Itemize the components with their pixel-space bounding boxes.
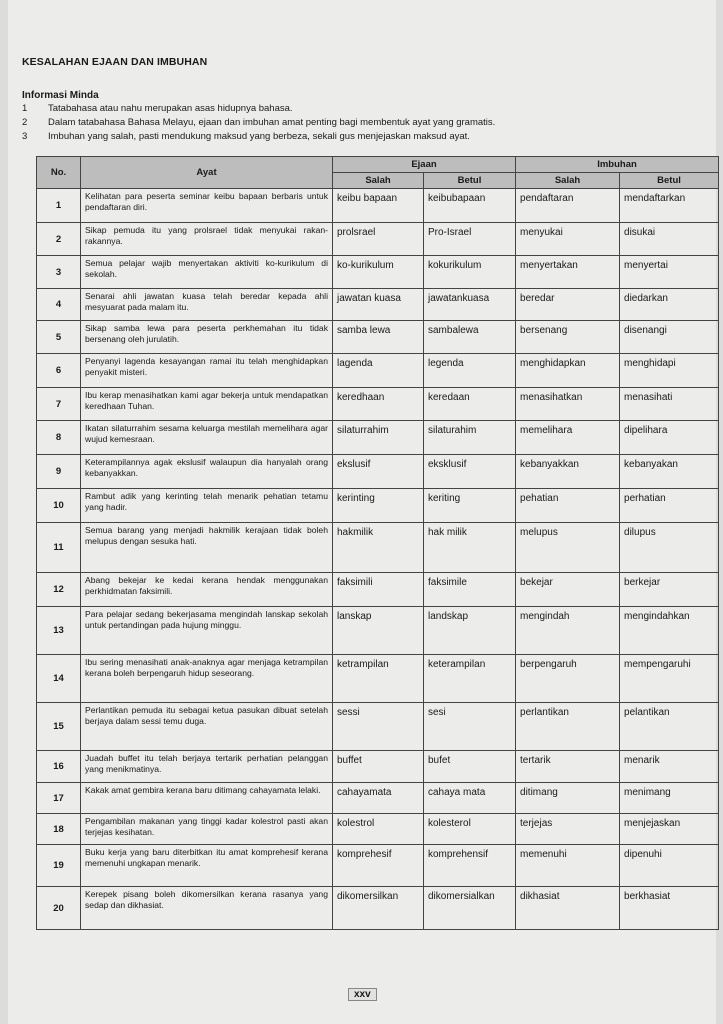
- imbuhan-salah-cell: melupus: [516, 523, 620, 573]
- imbuhan-betul-cell: menjejaskan: [620, 814, 719, 845]
- row-number: 2: [37, 223, 81, 256]
- imbuhan-betul-cell: menyertai: [620, 256, 719, 289]
- table-row: [37, 388, 719, 421]
- imbuhan-betul-cell: dilupus: [620, 523, 719, 573]
- imbuhan-salah-cell: memelihara: [516, 421, 620, 455]
- row-number: 11: [37, 523, 81, 573]
- table-row: [37, 489, 719, 523]
- info-item: [22, 102, 702, 116]
- imbuhan-salah-cell: berpengaruh: [516, 655, 620, 703]
- imbuhan-betul-cell: perhatian: [620, 489, 719, 523]
- sentence-cell: Ikatan silaturrahim sesama keluarga mestilah memelihara agar wujud kemesraan.: [81, 421, 333, 455]
- page-number: xxv: [348, 988, 377, 1001]
- ejaan-betul-cell: kolesterol: [424, 814, 516, 845]
- ejaan-salah-cell: faksimili: [333, 573, 424, 607]
- imbuhan-betul-cell: mengindahkan: [620, 607, 719, 655]
- info-item-number: 1: [22, 103, 28, 114]
- imbuhan-betul-cell: menimang: [620, 783, 719, 814]
- row-number: 6: [37, 354, 81, 388]
- ejaan-betul-cell: keibubapaan: [424, 189, 516, 223]
- ejaan-salah-cell: keibu bapaan: [333, 189, 424, 223]
- ejaan-salah-cell: prolsrael: [333, 223, 424, 256]
- imbuhan-salah-cell: menasihatkan: [516, 388, 620, 421]
- imbuhan-salah-cell: pendaftaran: [516, 189, 620, 223]
- info-heading: Informasi Minda: [22, 90, 99, 101]
- imbuhan-salah-cell: menyertakan: [516, 256, 620, 289]
- ejaan-betul-cell: landskap: [424, 607, 516, 655]
- ejaan-salah-cell: cahayamata: [333, 783, 424, 814]
- sentence-cell: Kakak amat gembira kerana baru ditimang cahayamata lelaki.: [81, 783, 333, 814]
- ejaan-salah-cell: buffet: [333, 751, 424, 783]
- table-row: [37, 256, 719, 289]
- row-number: 7: [37, 388, 81, 421]
- ejaan-betul-cell: sambalewa: [424, 321, 516, 354]
- sentence-cell: Abang bekejar ke kedai kerana hendak menggunakan perkhidmatan faksimili.: [81, 573, 333, 607]
- row-number: 19: [37, 845, 81, 887]
- imbuhan-betul-cell: berkejar: [620, 573, 719, 607]
- row-number: 9: [37, 455, 81, 489]
- ejaan-betul-cell: keterampilan: [424, 655, 516, 703]
- imbuhan-betul-cell: mempengaruhi: [620, 655, 719, 703]
- page: [8, 0, 716, 1024]
- ejaan-salah-cell: ekslusif: [333, 455, 424, 489]
- imbuhan-betul-cell: menarik: [620, 751, 719, 783]
- table-row: [37, 703, 719, 751]
- imbuhan-salah-cell: tertarik: [516, 751, 620, 783]
- sentence-cell: Para pelajar sedang bekerjasama mengindah lanskap sekolah untuk pertandingan pada hujung minggu.: [81, 607, 333, 655]
- ejaan-salah-cell: ketrampilan: [333, 655, 424, 703]
- header-ejaan-salah: Salah: [333, 173, 424, 189]
- ejaan-betul-cell: eksklusif: [424, 455, 516, 489]
- header-imbuhan: Imbuhan: [516, 157, 719, 173]
- ejaan-betul-cell: jawatankuasa: [424, 289, 516, 321]
- table-row: [37, 783, 719, 814]
- sentence-cell: Perlantikan pemuda itu sebagai ketua pasukan dibuat setelah berjaya dalam sessi temu duga.: [81, 703, 333, 751]
- sentence-cell: Keterampilannya agak ekslusif walaupun dia hanyalah orang kebanyakkan.: [81, 455, 333, 489]
- table-body: [37, 189, 719, 930]
- row-number: 13: [37, 607, 81, 655]
- row-number: 1: [37, 189, 81, 223]
- error-table: [36, 156, 719, 930]
- table-row: [37, 455, 719, 489]
- header-imbuhan-salah: Salah: [516, 173, 620, 189]
- info-item-text: Imbuhan yang salah, pasti mendukung maksud yang berbeza, sekali gus menjejaskan maksud ayat.: [48, 131, 470, 142]
- imbuhan-salah-cell: menghidapkan: [516, 354, 620, 388]
- ejaan-betul-cell: Pro-Israel: [424, 223, 516, 256]
- ejaan-betul-cell: silaturahim: [424, 421, 516, 455]
- row-number: 14: [37, 655, 81, 703]
- sentence-cell: Juadah buffet itu telah berjaya tertarik perhatian pelanggan yang menikmatinya.: [81, 751, 333, 783]
- row-number: 12: [37, 573, 81, 607]
- ejaan-salah-cell: jawatan kuasa: [333, 289, 424, 321]
- header-ejaan: Ejaan: [333, 157, 516, 173]
- sentence-cell: Buku kerja yang baru diterbitkan itu amat komprehesif kerana memenuhi ungkapan menarik.: [81, 845, 333, 887]
- info-item-text: Tatabahasa atau nahu merupakan asas hidupnya bahasa.: [48, 103, 293, 114]
- ejaan-salah-cell: silaturrahim: [333, 421, 424, 455]
- sentence-cell: Ibu sering menasihati anak-anaknya agar menjaga ketrampilan kerana boleh berpengaruh hidup seseorang.: [81, 655, 333, 703]
- sentence-cell: Pengambilan makanan yang tinggi kadar kolestrol pasti akan terjejas kesihatan.: [81, 814, 333, 845]
- page-title: KESALAHAN EJAAN DAN IMBUHAN: [22, 56, 208, 68]
- imbuhan-salah-cell: ditimang: [516, 783, 620, 814]
- ejaan-salah-cell: kerinting: [333, 489, 424, 523]
- imbuhan-betul-cell: menghidapi: [620, 354, 719, 388]
- imbuhan-betul-cell: menasihati: [620, 388, 719, 421]
- header-ayat: Ayat: [81, 157, 333, 189]
- imbuhan-betul-cell: mendaftarkan: [620, 189, 719, 223]
- header-no: No.: [37, 157, 81, 189]
- ejaan-betul-cell: faksimile: [424, 573, 516, 607]
- table-row: [37, 655, 719, 703]
- imbuhan-betul-cell: disukai: [620, 223, 719, 256]
- row-number: 10: [37, 489, 81, 523]
- imbuhan-salah-cell: perlantikan: [516, 703, 620, 751]
- row-number: 20: [37, 887, 81, 930]
- sentence-cell: Semua barang yang menjadi hakmilik kerajaan tidak boleh melupus dengan sesuka hati.: [81, 523, 333, 573]
- ejaan-betul-cell: dikomersialkan: [424, 887, 516, 930]
- sentence-cell: Rambut adik yang kerinting telah menarik pehatian tetamu yang hadir.: [81, 489, 333, 523]
- imbuhan-betul-cell: pelantikan: [620, 703, 719, 751]
- row-number: 17: [37, 783, 81, 814]
- ejaan-betul-cell: komprehensif: [424, 845, 516, 887]
- ejaan-betul-cell: keredaan: [424, 388, 516, 421]
- imbuhan-salah-cell: beredar: [516, 289, 620, 321]
- header-imbuhan-betul: Betul: [620, 173, 719, 189]
- imbuhan-salah-cell: bersenang: [516, 321, 620, 354]
- table-row: [37, 321, 719, 354]
- imbuhan-salah-cell: pehatian: [516, 489, 620, 523]
- imbuhan-salah-cell: memenuhi: [516, 845, 620, 887]
- table-row: [37, 573, 719, 607]
- row-number: 4: [37, 289, 81, 321]
- table-row: [37, 523, 719, 573]
- table-row: [37, 607, 719, 655]
- sentence-cell: Penyanyi lagenda kesayangan ramai itu telah menghidapkan penyakit misteri.: [81, 354, 333, 388]
- ejaan-betul-cell: sesi: [424, 703, 516, 751]
- ejaan-salah-cell: komprehesif: [333, 845, 424, 887]
- imbuhan-betul-cell: berkhasiat: [620, 887, 719, 930]
- info-item-number: 3: [22, 131, 28, 142]
- imbuhan-betul-cell: kebanyakan: [620, 455, 719, 489]
- ejaan-betul-cell: bufet: [424, 751, 516, 783]
- table-row: [37, 887, 719, 930]
- row-number: 18: [37, 814, 81, 845]
- imbuhan-salah-cell: terjejas: [516, 814, 620, 845]
- info-item: [22, 130, 702, 144]
- ejaan-salah-cell: lagenda: [333, 354, 424, 388]
- ejaan-salah-cell: hakmilik: [333, 523, 424, 573]
- table-row: [37, 814, 719, 845]
- imbuhan-salah-cell: bekejar: [516, 573, 620, 607]
- sentence-cell: Sikap pemuda itu yang prolsrael tidak menyukai rakan-rakannya.: [81, 223, 333, 256]
- table-row: [37, 354, 719, 388]
- info-item: [22, 116, 702, 130]
- ejaan-betul-cell: cahaya mata: [424, 783, 516, 814]
- ejaan-salah-cell: lanskap: [333, 607, 424, 655]
- row-number: 8: [37, 421, 81, 455]
- info-list: [22, 102, 702, 144]
- ejaan-salah-cell: sessi: [333, 703, 424, 751]
- imbuhan-betul-cell: dipelihara: [620, 421, 719, 455]
- ejaan-salah-cell: samba lewa: [333, 321, 424, 354]
- table-row: [37, 289, 719, 321]
- ejaan-betul-cell: keriting: [424, 489, 516, 523]
- sentence-cell: Kerepek pisang boleh dikomersilkan kerana rasanya yang sedap dan dikhasiat.: [81, 887, 333, 930]
- table-row: [37, 751, 719, 783]
- imbuhan-betul-cell: dipenuhi: [620, 845, 719, 887]
- ejaan-salah-cell: keredhaan: [333, 388, 424, 421]
- sentence-cell: Kelihatan para peserta seminar keibu bapaan berbaris untuk pendaftaran diri.: [81, 189, 333, 223]
- imbuhan-salah-cell: kebanyakkan: [516, 455, 620, 489]
- imbuhan-betul-cell: diedarkan: [620, 289, 719, 321]
- table-row: [37, 189, 719, 223]
- table-row: [37, 845, 719, 887]
- row-number: 15: [37, 703, 81, 751]
- info-item-number: 2: [22, 117, 28, 128]
- ejaan-salah-cell: kolestrol: [333, 814, 424, 845]
- sentence-cell: Senarai ahli jawatan kuasa telah beredar kepada ahli mesyuarat pada malam itu.: [81, 289, 333, 321]
- row-number: 16: [37, 751, 81, 783]
- table-row: [37, 223, 719, 256]
- row-number: 3: [37, 256, 81, 289]
- imbuhan-salah-cell: dikhasiat: [516, 887, 620, 930]
- ejaan-betul-cell: hak milik: [424, 523, 516, 573]
- imbuhan-salah-cell: menyukai: [516, 223, 620, 256]
- imbuhan-salah-cell: mengindah: [516, 607, 620, 655]
- ejaan-salah-cell: dikomersilkan: [333, 887, 424, 930]
- info-item-text: Dalam tatabahasa Bahasa Melayu, ejaan dan imbuhan amat penting bagi membentuk ayat yang gramatis.: [48, 117, 496, 128]
- sentence-cell: Ibu kerap menasihatkan kami agar bekerja untuk mendapatkan keredhaan Tuhan.: [81, 388, 333, 421]
- ejaan-betul-cell: kokurikulum: [424, 256, 516, 289]
- row-number: 5: [37, 321, 81, 354]
- ejaan-betul-cell: legenda: [424, 354, 516, 388]
- imbuhan-betul-cell: disenangi: [620, 321, 719, 354]
- header-ejaan-betul: Betul: [424, 173, 516, 189]
- sentence-cell: Semua pelajar wajib menyertakan aktiviti ko-kurikulum di sekolah.: [81, 256, 333, 289]
- table-row: [37, 421, 719, 455]
- ejaan-salah-cell: ko-kurikulum: [333, 256, 424, 289]
- sentence-cell: Sikap samba lewa para peserta perkhemahan itu tidak bersenang oleh jurulatih.: [81, 321, 333, 354]
